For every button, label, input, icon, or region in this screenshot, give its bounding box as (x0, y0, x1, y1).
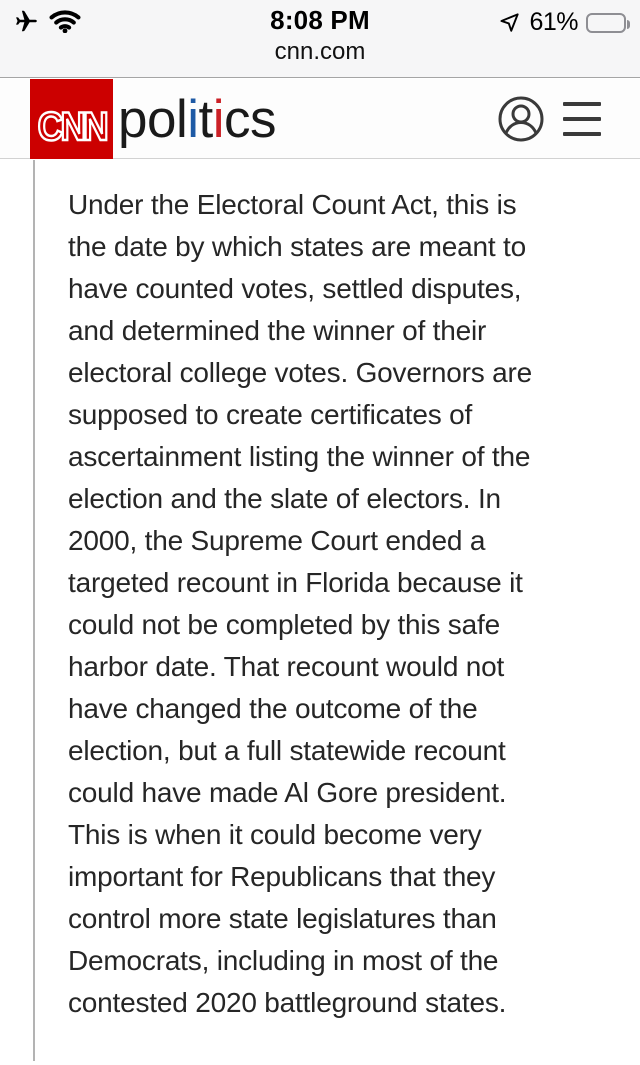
text-line: could not be completed by this safe (68, 609, 500, 640)
menu-bar (563, 117, 601, 121)
wordmark-part: t (198, 89, 213, 149)
site-header (0, 79, 640, 159)
text-line: election, but a full statewide recount (68, 735, 506, 766)
location-services-icon (498, 11, 521, 34)
text-line: control more state legislatures than (68, 903, 497, 934)
text-line: contested 2020 battleground states. (68, 987, 507, 1018)
hamburger-menu-icon[interactable] (563, 102, 601, 136)
menu-bar (563, 102, 601, 106)
battery-nub (627, 20, 630, 29)
battery-percent-label: 61% (529, 8, 578, 36)
text-line: This is when it could become very (68, 819, 482, 850)
cnn-logo[interactable] (30, 79, 113, 159)
text-line: Democrats, including in most of the (68, 945, 499, 976)
text-line: have changed the outcome of the (68, 693, 478, 724)
text-line: harbor date. That recount would not (68, 651, 505, 682)
status-bar (0, 0, 640, 78)
safari-url-bar[interactable]: cnn.com (274, 38, 366, 65)
text-line: Under the Electoral Count Act, this is (68, 189, 517, 220)
wordmark-part: pol (118, 89, 188, 149)
text-line: 2000, the Supreme Court ended a (68, 525, 486, 556)
account-icon[interactable] (497, 95, 545, 143)
text-line: ascertainment listing the winner of the (68, 441, 531, 472)
menu-bar (563, 132, 601, 136)
cnn-logo-text: CNN (37, 105, 106, 149)
wordmark-part-red-i: i (212, 89, 225, 149)
text-line: targeted recount in Florida because it (68, 567, 523, 598)
article-body (0, 160, 640, 1065)
wordmark-part-blue-i: i (187, 89, 199, 149)
text-line: the date by which states are meant to (68, 231, 526, 262)
text-line: could have made Al Gore president. (68, 777, 507, 808)
text-line: supposed to create certificates of (68, 399, 473, 430)
battery-icon (586, 13, 626, 33)
status-clock: 8:08 PM (270, 5, 370, 35)
text-line: election and the slate of electors. In (68, 483, 501, 514)
text-line: important for Republicans that they (68, 861, 496, 892)
text-line: electoral college votes. Governors are (68, 357, 532, 388)
politics-wordmark[interactable] (118, 79, 276, 159)
blockquote-border (33, 160, 35, 1061)
text-line: and determined the winner of their (68, 315, 487, 346)
text-line: have counted votes, settled disputes, (68, 273, 522, 304)
status-right-icons (498, 8, 626, 37)
wordmark-part: cs (224, 89, 277, 149)
blockquote-text (68, 184, 628, 1024)
